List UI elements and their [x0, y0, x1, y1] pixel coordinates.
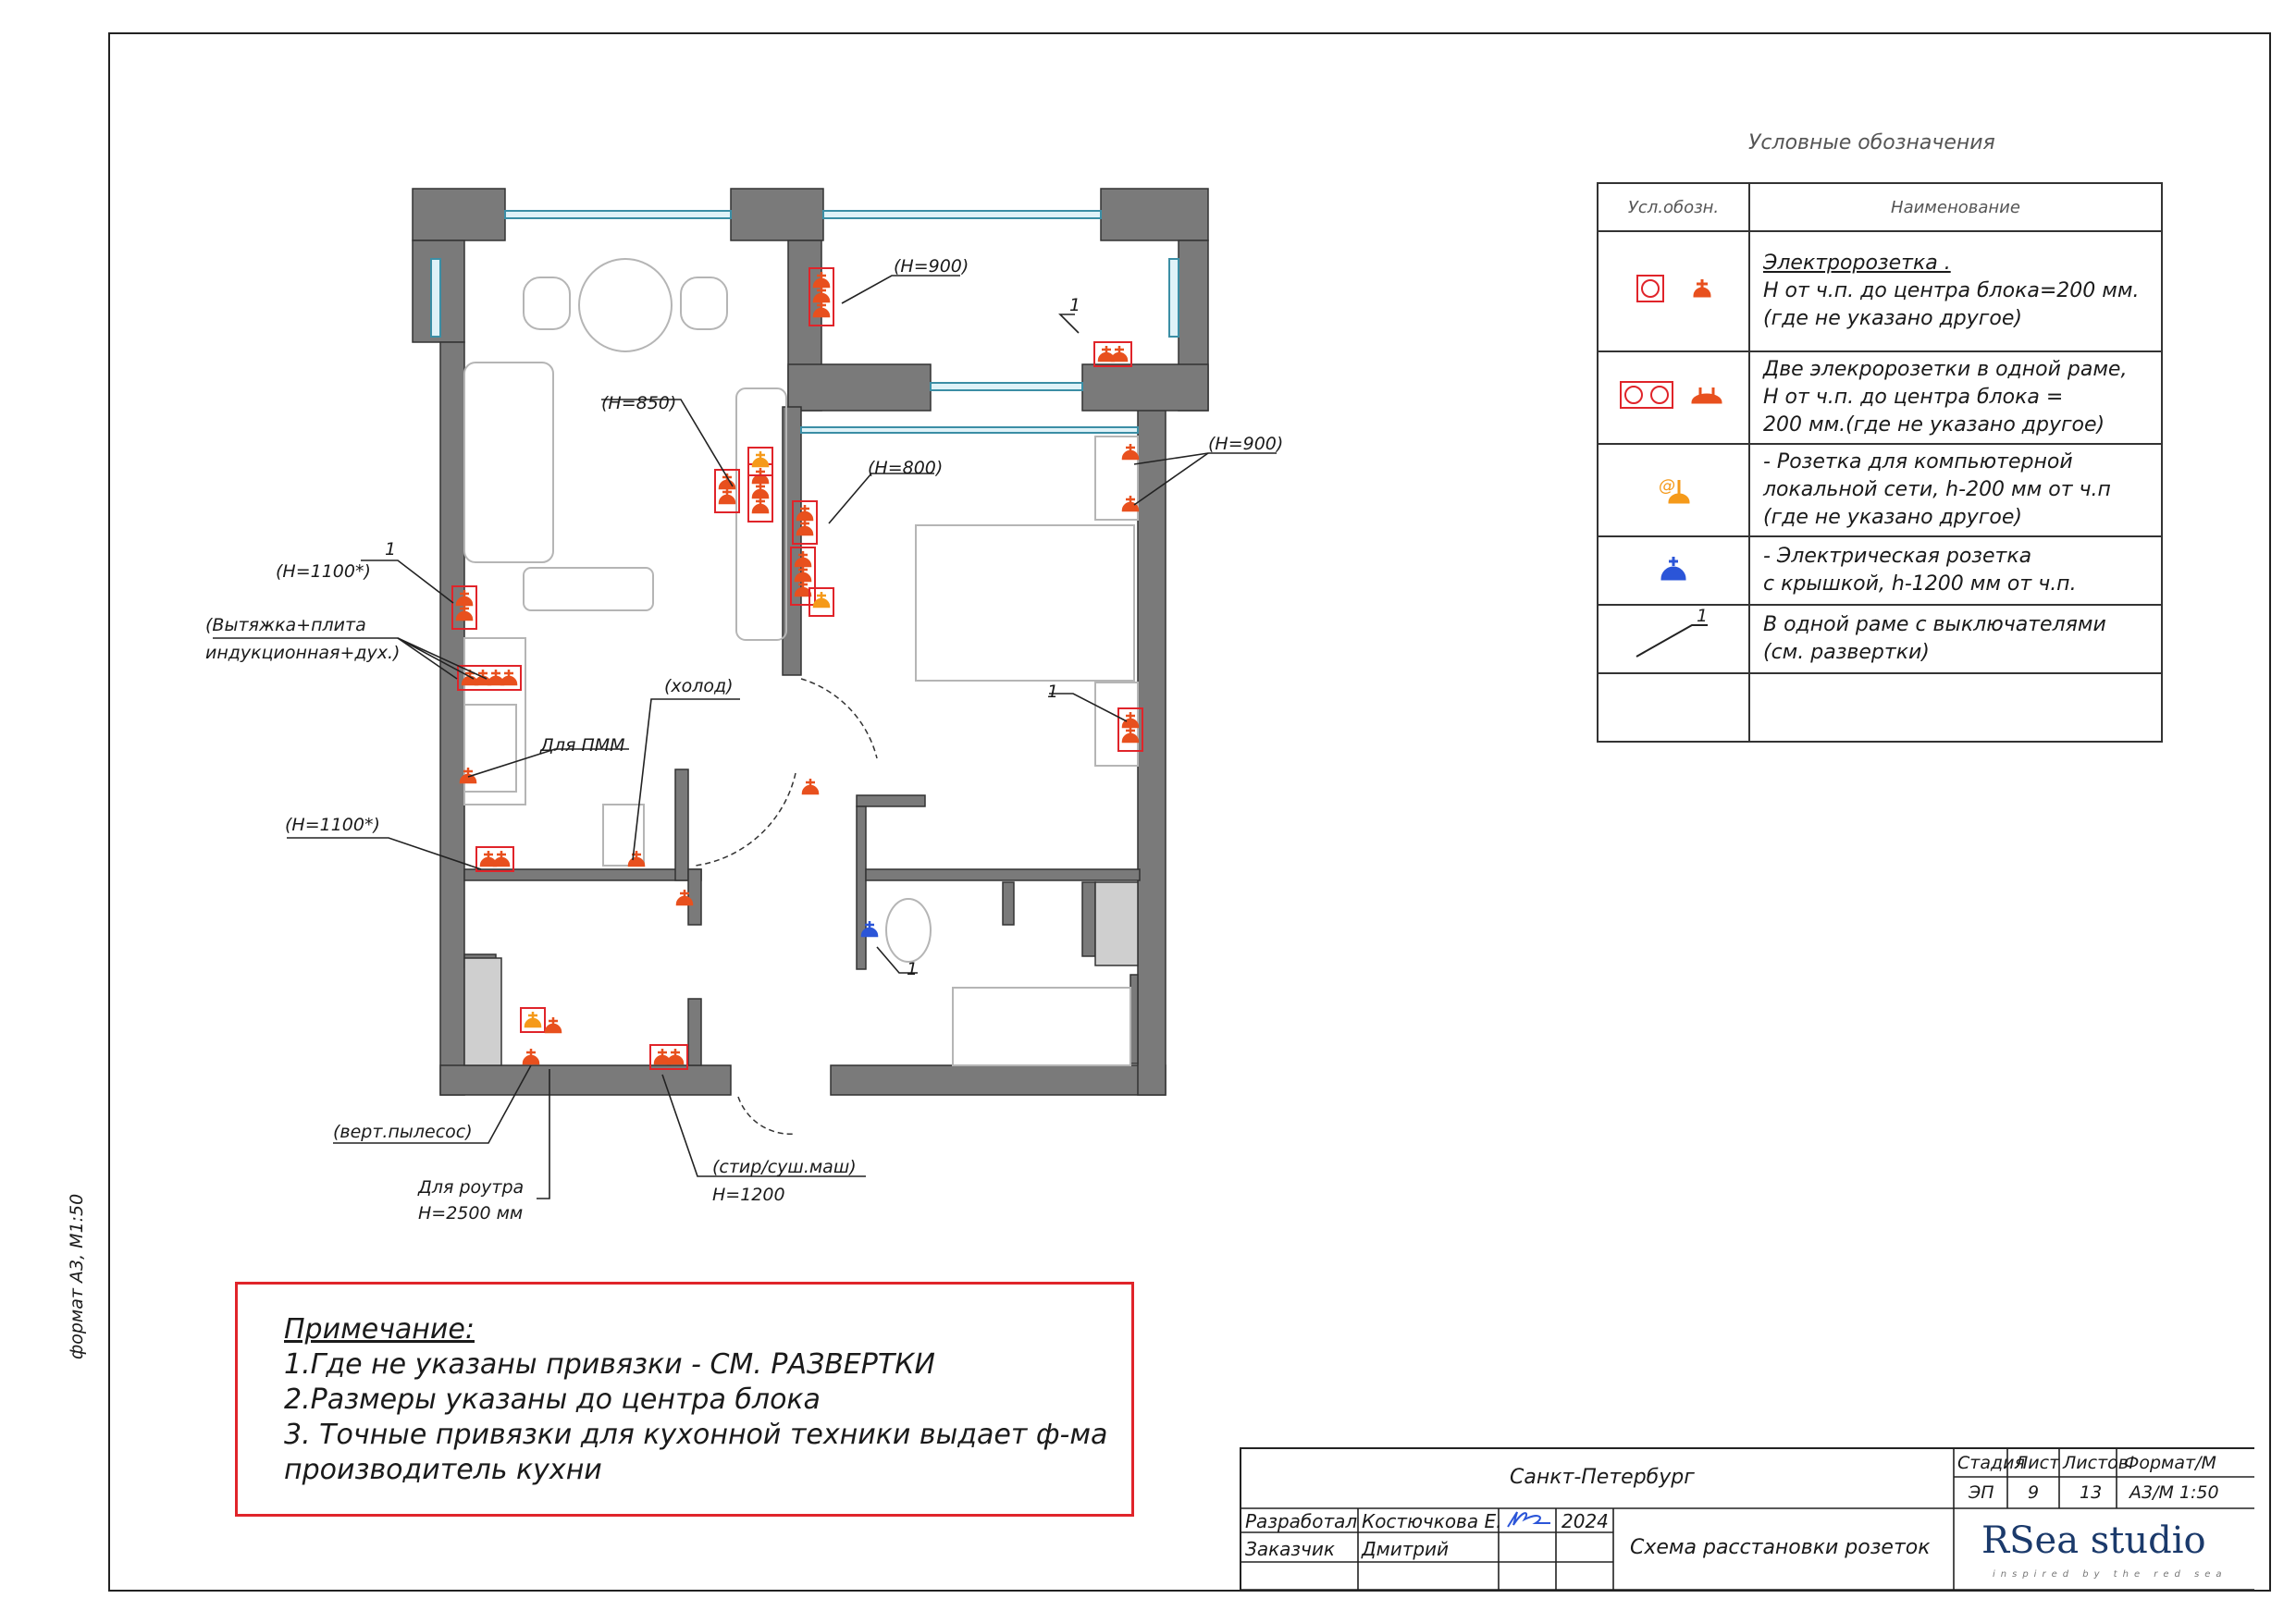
- stamp-city: Санкт-Петербург: [1510, 1466, 1695, 1489]
- outlet-icon: [629, 851, 644, 866]
- stamp-header-sheet: Лист: [2015, 1453, 2060, 1473]
- outlet-icon: [720, 488, 734, 503]
- legend-row-network: - Розетка для компьютерной локальной сети, h-200 мм от ч.п (где не указано другое): [1749, 444, 2162, 536]
- outlet-icon: [1123, 712, 1138, 727]
- stamp-client-label: Заказчик: [1245, 1538, 1335, 1560]
- outlet-icon: [501, 670, 516, 684]
- outlet-icon: [1123, 444, 1138, 459]
- stamp-stage: ЭП: [1969, 1482, 1994, 1503]
- label-router-height: H=2500 мм: [418, 1203, 524, 1223]
- stamp-header-stage: Стадия: [1957, 1453, 2025, 1473]
- outlet-icon: [753, 498, 768, 512]
- outlet-icon: [494, 851, 509, 866]
- label-one-kitchen: 1: [385, 539, 397, 559]
- stamp-header-format: Формат/М: [2124, 1453, 2216, 1473]
- label-hood-2: индукционная+дух.): [205, 643, 401, 663]
- title-block: [1240, 1447, 2254, 1592]
- label-dishwasher: Для ПММ: [540, 735, 625, 756]
- leader-number: 1: [1697, 609, 1709, 626]
- format-note: формат А3, М1:50: [67, 1193, 87, 1359]
- shafts: [464, 882, 1138, 1065]
- legend-title: Условные обозначения: [1748, 131, 1995, 154]
- outlet-frame: [1094, 342, 1131, 366]
- label-washer: (стир/суш.маш): [712, 1157, 857, 1177]
- stamp-sheets: 13: [2080, 1482, 2103, 1503]
- label-fridge: (холод): [664, 676, 734, 696]
- label-hood: (Вытяжка+плита: [205, 615, 366, 635]
- label-router: Для роутра: [418, 1177, 525, 1198]
- label-one-balcony: 1: [1069, 295, 1081, 315]
- stamp-header-sheets: Листов: [2063, 1453, 2129, 1473]
- legend-row-covered: - Электрическая розетка с крышкой, h-1200 мм от ч.п.: [1749, 536, 2162, 605]
- label-h850: (H=850): [601, 393, 677, 413]
- label-one-bedroom: 1: [1047, 682, 1059, 702]
- label-washer-height: H=1200: [712, 1185, 785, 1205]
- note-line-3: 3. Точные привязки для кухонной техники выдает ф-ма: [284, 1419, 1108, 1451]
- network-outlet-icon: [814, 592, 829, 607]
- stamp-dev-name: Костючкова Е.: [1362, 1510, 1502, 1532]
- label-h900-right: (H=900): [1208, 434, 1284, 454]
- stamp-year: 2024: [1562, 1510, 1609, 1532]
- outlet-icon: [524, 1049, 538, 1064]
- legend-row-single: Электророзетка . Н от ч.п. до центра блока=200 мм. (где не указано другое): [1749, 231, 2162, 351]
- studio-logo: RSea studio: [1981, 1519, 2206, 1562]
- notes-box: [235, 1282, 1134, 1517]
- note-line-1: 1.Где не указаны привязки - СМ. РАЗВЕРТКИ: [284, 1348, 935, 1381]
- stamp-dev-label: Разработал: [1245, 1510, 1358, 1532]
- note-line-4: производитель кухни: [284, 1454, 602, 1486]
- outlet-icon: [668, 1049, 683, 1064]
- legend-header-name: Наименование: [1749, 183, 2162, 231]
- stamp-format: А3/М 1:50: [2129, 1482, 2219, 1503]
- outlet-icon: [546, 1017, 561, 1032]
- label-h1100-counter: (H=1100*): [285, 815, 380, 835]
- network-outlet-icon: [525, 1012, 540, 1027]
- label-vacuum: (верт.пылесос): [333, 1122, 473, 1142]
- legend-row-double: Две элекророзетки в одной раме, Н от ч.п. до центра блока = 200 мм.(где не указано другое): [1749, 351, 2162, 444]
- notes-heading: Примечание:: [284, 1313, 475, 1346]
- outlet-icon: [803, 779, 818, 793]
- legend-row-switches: В одной раме с выключателями (см. развертки): [1749, 605, 2162, 673]
- legend-header-symbol: Усл.обозн.: [1598, 183, 1749, 231]
- stamp-sheet: 9: [2028, 1482, 2040, 1503]
- network-outlet-icon: [753, 451, 768, 466]
- leaders: [213, 276, 1277, 1199]
- svg-text:@: @: [1659, 476, 1675, 496]
- signature-icon: [1502, 1508, 1554, 1532]
- stamp-client-name: Дмитрий: [1362, 1538, 1450, 1560]
- outlet-icon: [1112, 346, 1127, 361]
- studio-logo-tagline: inspired by the red sea: [1993, 1569, 2228, 1580]
- label-h900-top: (H=900): [894, 256, 969, 277]
- outlet-icon: [753, 483, 768, 498]
- stamp-sheet-title: Схема расстановки розеток: [1630, 1536, 1931, 1559]
- label-one-bath: 1: [907, 959, 919, 979]
- note-line-2: 2.Размеры указаны до центра блока: [284, 1383, 821, 1416]
- label-h800: (H=800): [868, 458, 944, 478]
- label-h1100-hood: (H=1100*): [276, 561, 371, 582]
- outlet-icon: [1123, 727, 1138, 742]
- outlet-frame: [476, 847, 513, 871]
